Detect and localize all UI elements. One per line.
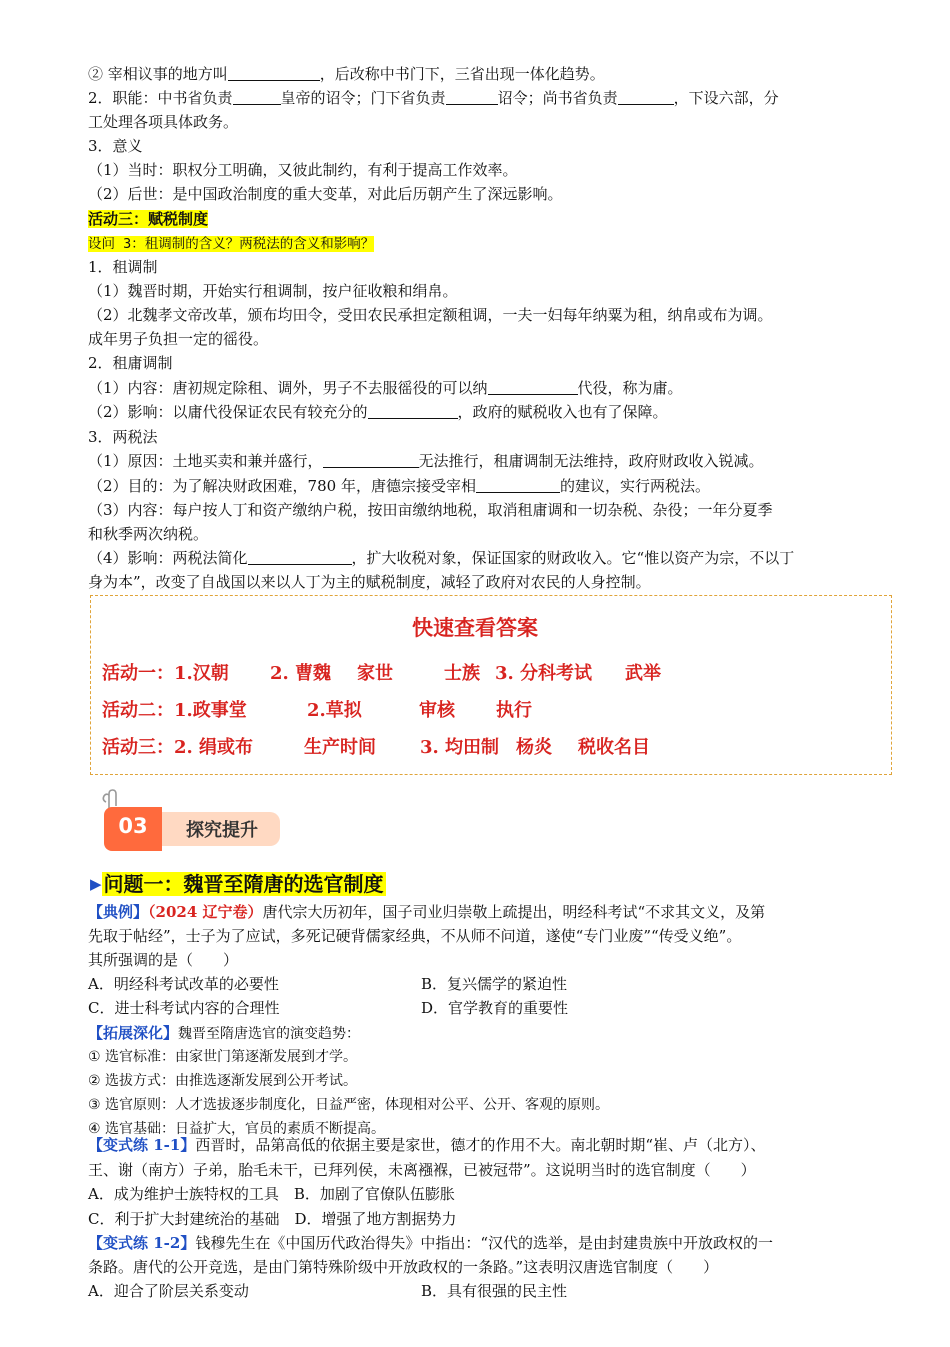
text-line: （3）内容：每户按人丁和资产缴纳户税，按田亩缴纳地税，取消租庸调和一切杂税、杂役；一年分夏季: [88, 501, 773, 519]
extension-heading: 【拓展深化】魏晋至隋唐选官的演变趋势：: [88, 1024, 361, 1042]
answer-item: 武举: [625, 663, 661, 684]
option-b: B．复兴儒学的紧迫性: [421, 975, 568, 993]
text-line: 和秋季两次纳税。: [88, 525, 209, 543]
option-d: D．官学教育的重要性: [421, 999, 569, 1017]
example-line: 【典例】（2024 辽宁卷）唐代宗大历初年，国子司业归崇敬上疏提出，明经科考试“不求其文义，及第: [88, 903, 766, 921]
text-line: 工处理各项具体政务。: [88, 113, 239, 131]
fill-blank: [248, 548, 352, 565]
text-line: 先取于帖经”，士子为了应试，多死记硬背儒家经典，不从师不问道，遂使“专门业废”“传受义绝”。: [88, 927, 742, 945]
answer-item: 执行: [496, 700, 532, 721]
fill-blank: [476, 476, 560, 493]
text-line: （2）北魏孝文帝改革，颁布均田令，受田农民承担定额租调，一夫一妇每年纳粟为租，纳帛或布为调。: [88, 306, 773, 324]
fill-blank: [618, 88, 674, 105]
answer-item: 2. 曹魏: [270, 663, 332, 684]
text-line: 王、谢（南方）子弟，胎毛未干，已拜列侯，未离襁褓，已被冠带”。这说明当时的选官制度（ ）: [88, 1161, 756, 1179]
answer-item: 士族: [444, 663, 480, 684]
answer-item: 活动三：2. 绢或布: [102, 737, 254, 758]
fill-blank: [446, 88, 498, 105]
text-line: 3．两税法: [88, 428, 158, 446]
activity-heading: 活动三：赋税制度: [88, 210, 209, 228]
extension-item: ② 选拔方式：由推选逐渐发展到公开考试。: [88, 1073, 357, 1089]
variant-1-2-line: 【变式练 1-2】钱穆先生在《中国历代政治得失》中指出：“汉代的选举，是由封建贵族中开放政权的一: [88, 1234, 774, 1252]
text-line: 成年男子负担一定的徭役。: [88, 330, 269, 348]
text-line: （2）目的：为了解决财政困难，780 年，唐德宗接受宰相 的建议，实行两税法。: [88, 477, 710, 495]
option-a: A．迎合了阶层关系变动: [88, 1282, 249, 1300]
text-line: （1）当时：职权分工明确，又彼此制约，有利于提高工作效率。: [88, 161, 518, 179]
text-line: （2）后世：是中国政治制度的重大变革，对此后历朝产生了深远影响。: [88, 185, 563, 203]
section-label: 探究提升: [186, 820, 258, 841]
extension-item: ① 选官标准：由家世门第逐渐发展到才学。: [88, 1049, 357, 1065]
options-line: A．成为维护士族特权的工具 B．加剧了官僚队伍膨胀: [88, 1185, 455, 1203]
answer-item: 活动一：1.汉朝: [102, 663, 229, 684]
text-line: （1）魏晋时期，开始实行租调制，按户征收粮和绢帛。: [88, 282, 458, 300]
answer-item: 活动二：1.政事堂: [102, 700, 247, 721]
answer-item: 2.草拟: [307, 700, 362, 721]
fill-blank: [228, 64, 320, 81]
answer-item: 家世: [357, 663, 393, 684]
text-line: 3．意义: [88, 137, 143, 155]
text-line: （2）影响：以庸代役保证农民有较充分的 ，政府的赋税收入也有了保障。: [88, 403, 668, 421]
text-line: 其所强调的是（ ）: [88, 951, 239, 969]
text-line: 条路。唐代的公开竞选，是由门第特殊阶级中开放政权的一条路。”这表明汉唐选官制度（ ）: [88, 1258, 719, 1276]
section-badge: [104, 807, 282, 851]
answer-item: 3. 均田制: [420, 737, 500, 758]
extension-item: ④ 选官基础：日益扩大，官员的素质不断提高。: [88, 1121, 385, 1137]
answer-title: 快速查看答案: [412, 615, 538, 640]
fill-blank: [488, 378, 578, 395]
text-line: （1）内容：唐初规定除租、调外，男子不去服徭役的可以纳 代役，称为庸。: [88, 379, 683, 397]
variant-1-1-line: 【变式练 1-1】西晋时，品第高低的依据主要是家世，德才的作用不大。南北朝时期“崔、卢（北方）、: [88, 1136, 766, 1154]
text-line: （1）原因：土地买卖和兼并盛行， 无法推行，租庸调制无法维持，政府财政收入锐减。: [88, 452, 764, 470]
text-line: 2．职能：中书省负责 皇帝的诏令；门下省负责 诏令；尚书省负责 ，下设六部，分: [88, 89, 779, 107]
fill-blank: [368, 402, 458, 419]
option-c: C．进士科考试内容的合理性: [88, 999, 280, 1017]
extension-item: ③ 选官原则：人才选拔逐步制度化，日益严密，体现相对公平、公开、客观的原则。: [88, 1097, 609, 1113]
text-line: 2．租庸调制: [88, 354, 173, 372]
options-line: C．利于扩大封建统治的基础 D．增强了地方割据势力: [88, 1210, 457, 1228]
option-a: A．明经科考试改革的必要性: [88, 975, 279, 993]
fill-blank: [323, 451, 419, 468]
text-line: 1．租调制: [88, 258, 158, 276]
fill-blank: [233, 88, 281, 105]
triangle-bullet-icon: ▶: [90, 875, 102, 893]
answer-item: 生产时间: [304, 737, 376, 758]
answer-item: 税收名目: [578, 737, 650, 758]
option-b: B．具有很强的民主性: [421, 1282, 568, 1300]
text-line: ② 宰相议事的地方叫 ，后改称中书门下，三省出现一体化趋势。: [88, 65, 605, 83]
guiding-question: 设问 3：租调制的含义？两税法的含义和影响？: [88, 236, 375, 252]
text-line: （4）影响：两税法简化 ，扩大收税对象，保证国家的财政收入。它“惟以资产为宗，不以丁: [88, 549, 795, 567]
text-line: 身为本”，改变了自战国以来以人丁为主的赋税制度，减轻了政府对农民的人身控制。: [88, 573, 651, 591]
problem-title: ▶ 问题一：魏晋至隋唐的选官制度: [90, 872, 384, 896]
answer-item: 3. 分科考试: [495, 663, 593, 684]
section-number: 03: [118, 814, 148, 838]
answer-item: 杨炎: [516, 737, 552, 758]
answer-item: 审核: [419, 700, 455, 721]
